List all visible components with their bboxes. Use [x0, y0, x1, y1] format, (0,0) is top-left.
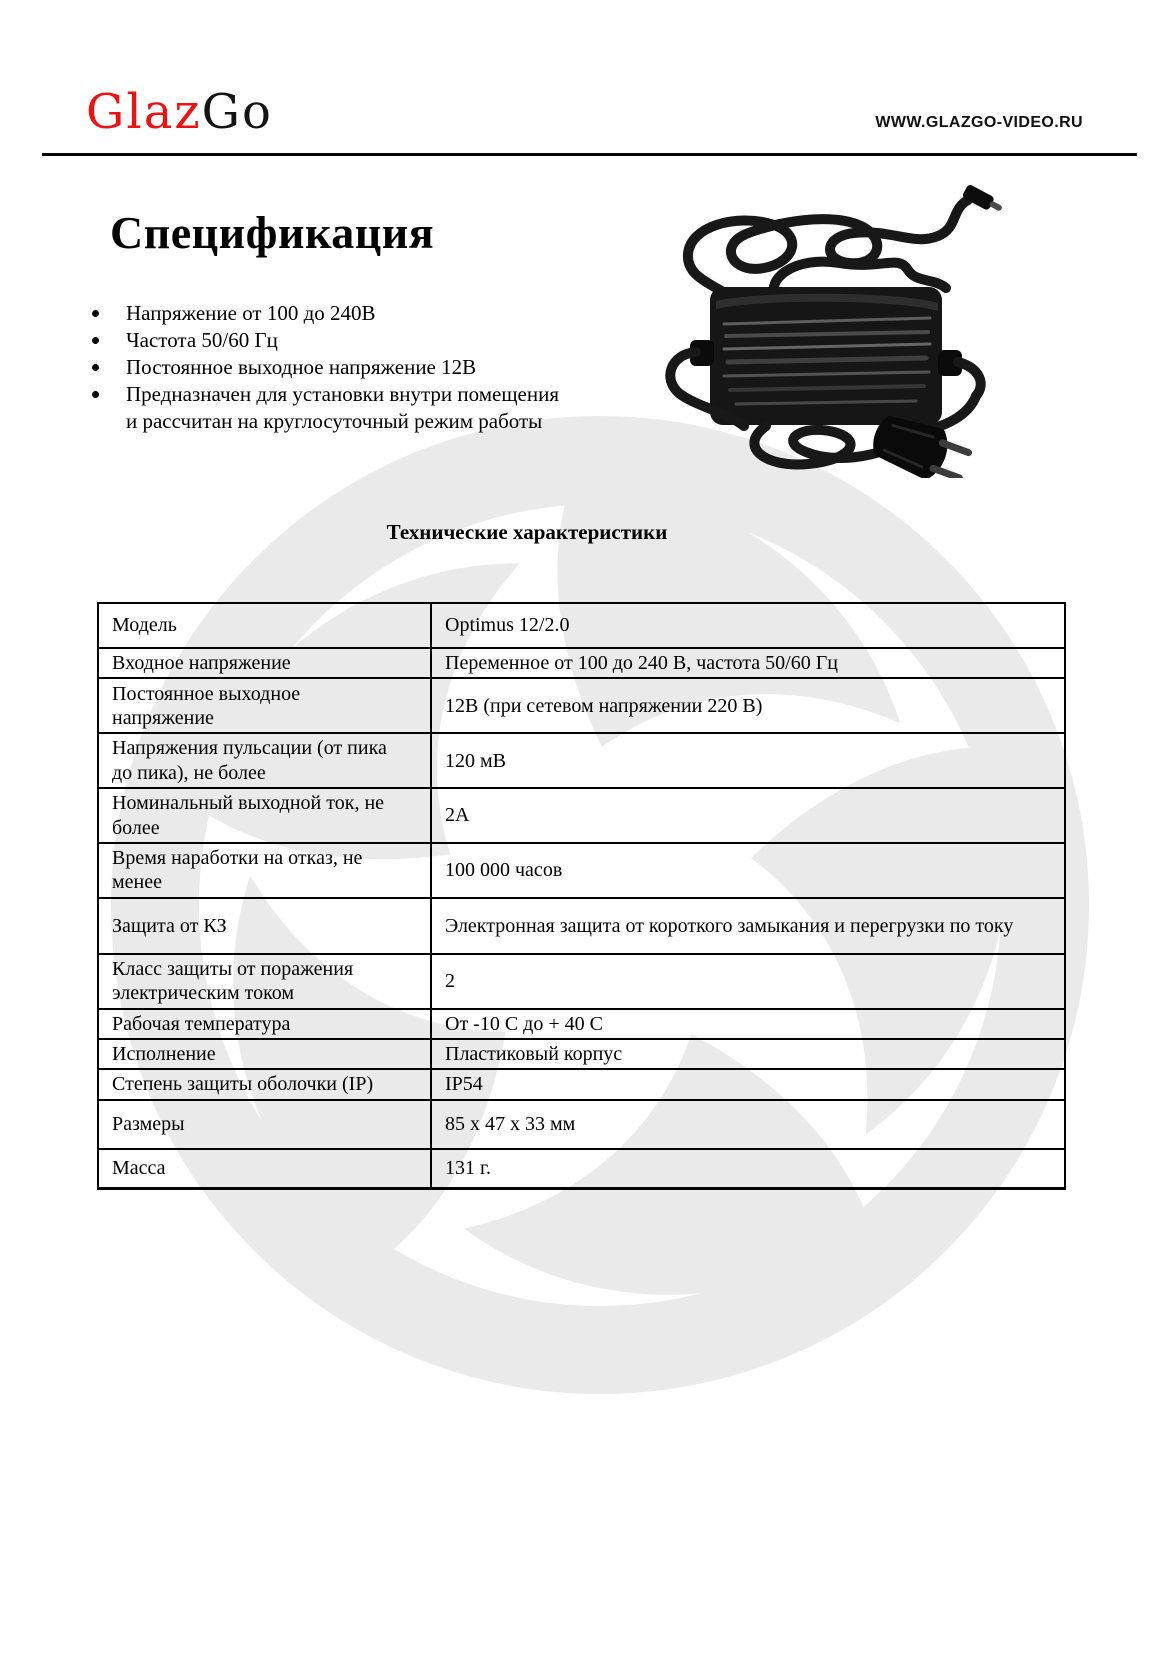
feature-text: Напряжение от 100 до 240В [126, 301, 376, 325]
feature-text: Предназначен для установки внутри помещения [126, 382, 559, 406]
specs-heading: Технические характеристики [386, 520, 668, 544]
table-row [98, 954, 1065, 1009]
spec-label: Время наработки на отказ, не менее [98, 843, 431, 898]
list-item [92, 327, 672, 354]
page-title: Спецификация [110, 207, 435, 258]
feature-text: Частота 50/60 Гц [126, 328, 278, 352]
spec-value: 85 х 47 х 33 мм [431, 1100, 1065, 1149]
header-divider [42, 153, 1137, 156]
spec-value: Переменное от 100 до 240 В, частота 50/60 Гц [431, 648, 1065, 678]
spec-label: Защита от КЗ [98, 898, 431, 954]
table-row [98, 733, 1065, 788]
spec-label: Напряжения пульсации (от пика до пика), не более [98, 733, 431, 788]
list-item [92, 300, 672, 327]
spec-value: От -10 С до + 40 С [431, 1009, 1065, 1039]
table-row [98, 678, 1065, 733]
table-row [98, 1039, 1065, 1069]
spec-label: Размеры [98, 1100, 431, 1149]
glazgo-logo [86, 84, 273, 140]
dc-connector [962, 184, 1002, 216]
spec-label: Степень защиты оболочки (IP) [98, 1069, 431, 1099]
logo-text-go: Go [201, 84, 273, 140]
spec-value: 100 000 часов [431, 843, 1065, 898]
spec-value: 131 г. [431, 1149, 1065, 1189]
spec-value: Пластиковый корпус [431, 1039, 1065, 1069]
specs-table [97, 602, 1066, 1190]
bullet-icon [92, 381, 126, 435]
list-item [92, 381, 672, 435]
bullet-icon [92, 354, 126, 381]
table-row [98, 788, 1065, 843]
spec-label: Номинальный выходной ток, не более [98, 788, 431, 843]
spec-value: 2 [431, 954, 1065, 1009]
spec-label: Масса [98, 1149, 431, 1189]
logo-text-glaz: Glaz [86, 84, 202, 140]
table-row [98, 1149, 1065, 1189]
table-row [98, 1100, 1065, 1149]
table-row [98, 1009, 1065, 1039]
table-row [98, 843, 1065, 898]
spec-value: Optimus 12/2.0 [431, 603, 1065, 648]
feature-text: и рассчитан на круглосуточный режим работы [126, 409, 543, 433]
feature-text: Постоянное выходное напряжение 12В [126, 355, 477, 379]
spec-label: Модель [98, 603, 431, 648]
spec-label: Постоянное выходное напряжение [98, 678, 431, 733]
spec-label: Рабочая температура [98, 1009, 431, 1039]
spec-value: IP54 [431, 1069, 1065, 1099]
list-item [92, 354, 672, 381]
spec-value: 12В (при сетевом напряжении 220 В) [431, 678, 1065, 733]
spec-value: 2А [431, 788, 1065, 843]
spec-label: Класс защиты от поражения электрическим током [98, 954, 431, 1009]
website-url: WWW.GLAZGO-VIDEO.RU [875, 114, 1083, 131]
table-row [98, 898, 1065, 954]
table-row [98, 648, 1065, 678]
table-row [98, 603, 1065, 648]
bullet-icon [92, 300, 126, 327]
table-row [98, 1069, 1065, 1099]
spec-label: Входное напряжение [98, 648, 431, 678]
spec-value: Электронная защита от короткого замыкания и перегрузки по току [431, 898, 1065, 954]
spec-label: Исполнение [98, 1039, 431, 1069]
features-list [92, 300, 672, 435]
power-adapter-photo [646, 184, 1002, 478]
bullet-icon [92, 327, 126, 354]
spec-value: 120 мВ [431, 733, 1065, 788]
